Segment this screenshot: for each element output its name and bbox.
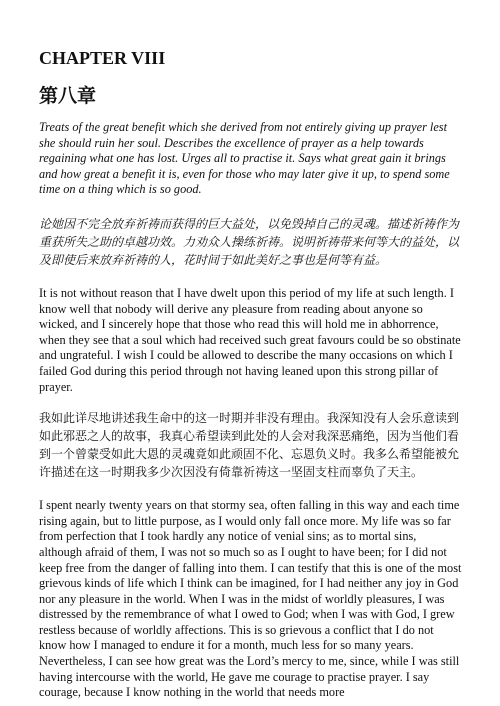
- document-page: [39, 47, 462, 701]
- chapter-title-chinese: 第八章: [39, 85, 97, 107]
- paragraph-1-chinese: 我如此详尽地讲述我生命中的这一时期并非没有理由。我深知没有人会乐意读到如此邪恶之人的故事，我真心希望读到此处的人会对我深恶痛绝，因为当他们看到一个曾蒙受如此大恩的灵魂竟如此顽固不化、忘恩负义时。我多么希望能被允许描述在这一时期我多少次因没有倚靠祈祷这一坚固支柱而辜负了天主。: [39, 411, 460, 480]
- chapter-title: CHAPTER VIII: [39, 48, 166, 68]
- chapter-summary: Treats of the great benefit which she derived from not entirely giving up prayer lest she should ruin her soul. Describes the excellence of prayer as a help towards regaining what one has lost. Urges all to practise it. Says what great gain it brings and how great a benefit it is, even for those who may later give it up, to spend some time on a thing which is so good.: [39, 120, 450, 197]
- paragraph-1: It is not without reason that I have dwelt upon this period of my life at such length. I know well that nobody will derive any pleasure from reading about anyone so wicked, and I sincerely hope that those who read this will hold me in abhorrence, when they see that a soul which had received such great favours could be so obstinate and ungrateful. I wish I could be allowed to describe the many occasions on which I failed God during this period through not having leaned upon this strong pillar of prayer.: [39, 285, 461, 394]
- chapter-summary-chinese: 论她因不完全放弃祈祷而获得的巨大益处，以免毁掉自己的灵魂。描述祈祷作为重获所失之助的卓越功效。力劝众人操练祈祷。说明祈祷带来何等大的益处，以及即使后来放弃祈祷的人，花时间于如此美好之事也是何等有益。: [39, 216, 460, 267]
- paragraph-2: I spent nearly twenty years on that stormy sea, often falling in this way and each time rising again, but to little purpose, as I would only fall once more. My life was so far from perfection that I took hardly any notice of venial sins; as to mortal sins, although afraid of them, I was not so much so as I ought to have been; for I did not keep free from the danger of falling into them. I can testify that this is one of the most grievous kinds of life which I think can be imagined, for I had neither any joy in God nor any pleasure in the world. When I was in the midst of worldly pleasures, I was distressed by the remembrance of what I owed to God; when I was with God, I grew restless because of worldly affections. This is so grievous a conflict that I do not know how I managed to endure it for a month, much less for so many years. Nevertheless, I can see how great was the Lord’s mercy to me, since, while I was still having intercourse with the world, He gave me courage to practise prayer. I say courage, because I know nothing in the world that needs more: [39, 498, 462, 700]
